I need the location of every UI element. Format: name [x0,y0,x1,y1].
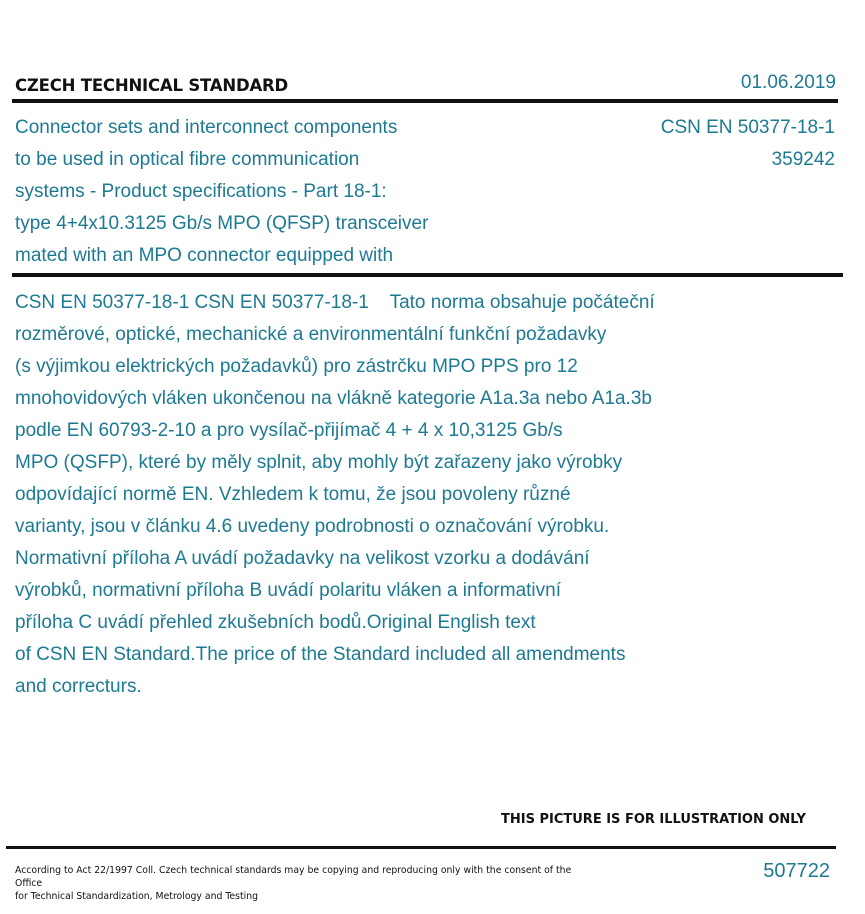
standard-title-line: mated with an MPO connector equipped with [15,245,394,266]
title-divider [12,273,843,277]
description-line: mnohovidových vláken ukončenou na vlákně kategorie A1a.3a nebo A1a.3b [15,388,652,409]
description-line: of CSN EN Standard.The price of the Standard included all amendments [15,644,626,665]
description-line: Normativní příloha A uvádí požadavky na velikost vzorku a dodávání [15,548,590,569]
standard-title-line: to be used in optical fibre communication [15,149,360,170]
standard-title-line: Connector sets and interconnect components [15,117,398,138]
standard-code: CSN EN 50377-18-1 [660,117,835,138]
description-line: CSN EN 50377-18-1 CSN EN 50377-18-1 Tato norma obsahuje počáteční [15,292,655,313]
class-number: 359242 [771,149,835,170]
description-line: varianty, jsou v článku 4.6 uvedeny podrobnosti o označování výrobku. [15,516,610,537]
document-header-title: CZECH TECHNICAL STANDARD [15,76,289,95]
description-line: výrobků, normativní příloha B uvádí polaritu vláken a informativní [15,580,561,601]
header-divider [12,99,838,103]
standard-identifiers [661,112,835,176]
standard-title-line: systems - Product specifications - Part 18-1: [15,181,387,202]
legal-notice-line: According to Act 22/1997 Coll. Czech technical standards may be copying and reproducing only with the consent of the Office [15,865,572,889]
footer-divider [6,846,836,849]
description-line: příloha C uvádí přehled zkušebních bodů.Original English text [15,612,536,633]
document-number: 507722 [763,860,830,882]
description-line: podle EN 60793-2-10 a pro vysílač-přijímač 4 + 4 x 10,3125 Gb/s [15,420,563,441]
description-line: and correcturs. [15,676,142,697]
description-line: MPO (QSFP), které by měly splnit, aby mohly být zařazeny jako výrobky [15,452,623,473]
legal-notice [15,864,595,903]
standard-title-line: type 4+4x10.3125 Gb/s MPO (QFSP) transceiver [15,213,429,234]
description-line: odpovídající normě EN. Vzhledem k tomu, že jsou povoleny různé [15,484,571,505]
description-text [15,287,655,703]
illustration-note: THIS PICTURE IS FOR ILLUSTRATION ONLY [501,812,806,827]
legal-notice-line: for Technical Standardization, Metrology and Testing [15,891,259,902]
description-line: (s výjimkou elektrických požadavků) pro zástrčku MPO PPS pro 12 [15,356,578,377]
standard-title [15,112,428,272]
publication-date: 01.06.2019 [740,72,836,93]
description-line: rozměrové, optické, mechanické a environmentální funkční požadavky [15,324,607,345]
